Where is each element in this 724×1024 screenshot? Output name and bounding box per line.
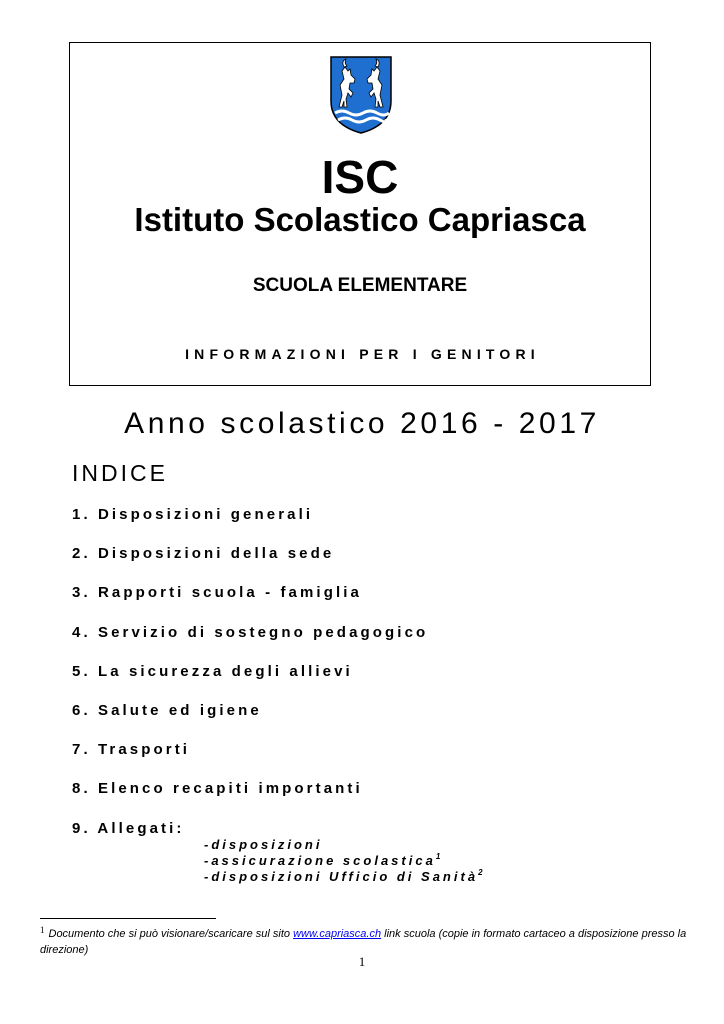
footnote-separator	[40, 918, 216, 919]
page-number: 1	[358, 954, 366, 969]
toc-item: 4. Servizio di sostegno pedagogico	[72, 623, 429, 641]
acronym-title: ISC	[321, 151, 399, 203]
toc-item: 8. Elenco recapiti importanti	[72, 780, 363, 798]
toc-item: 5. La sicurezza degli allievi	[72, 662, 353, 680]
school-subtitle: SCUOLA ELEMENTARE	[252, 275, 468, 296]
website-link[interactable]: www.capriasca.ch	[293, 928, 382, 940]
toc-item: 6. Salute ed igiene	[72, 701, 262, 719]
info-line: INFORMAZIONI PER I GENITORI	[185, 346, 540, 362]
toc-item: 3. Rapporti scuola - famiglia	[72, 584, 362, 602]
attachment-item: -assicurazione scolastica$^1$	[204, 852, 441, 868]
footnote-mark: 2	[478, 868, 483, 877]
footnote-mark: 1	[435, 852, 441, 861]
attachment-item: -disposizioni Ufficio di Sanità$^2$	[204, 868, 483, 884]
toc-item: 1. Disposizioni generali	[72, 506, 314, 523]
index-title: INDICE	[72, 460, 168, 486]
title-box	[69, 42, 651, 386]
attachment-item: -disposizioni	[204, 837, 323, 852]
capriasca-coat-of-arms-icon	[329, 55, 393, 135]
toc-item: 7. Trasporti	[72, 741, 191, 759]
school-year: Anno scolastico 2016 - 2017	[124, 407, 600, 440]
footnote-number: 1	[40, 925, 45, 935]
footnote: $^1$ Documento che si può visionare/scaricare sul sito www.capriasca.ch link scuola (copie in formato cartaceo a disposizione presso la direzione)	[40, 925, 687, 956]
toc-item: 2. Disposizioni della sede	[72, 545, 335, 563]
table-of-contents	[72, 505, 428, 858]
toc-item: 9. Allegati:	[72, 819, 185, 837]
institute-title: Istituto Scolastico Capriasca	[134, 201, 586, 238]
attachments-list	[204, 837, 483, 885]
